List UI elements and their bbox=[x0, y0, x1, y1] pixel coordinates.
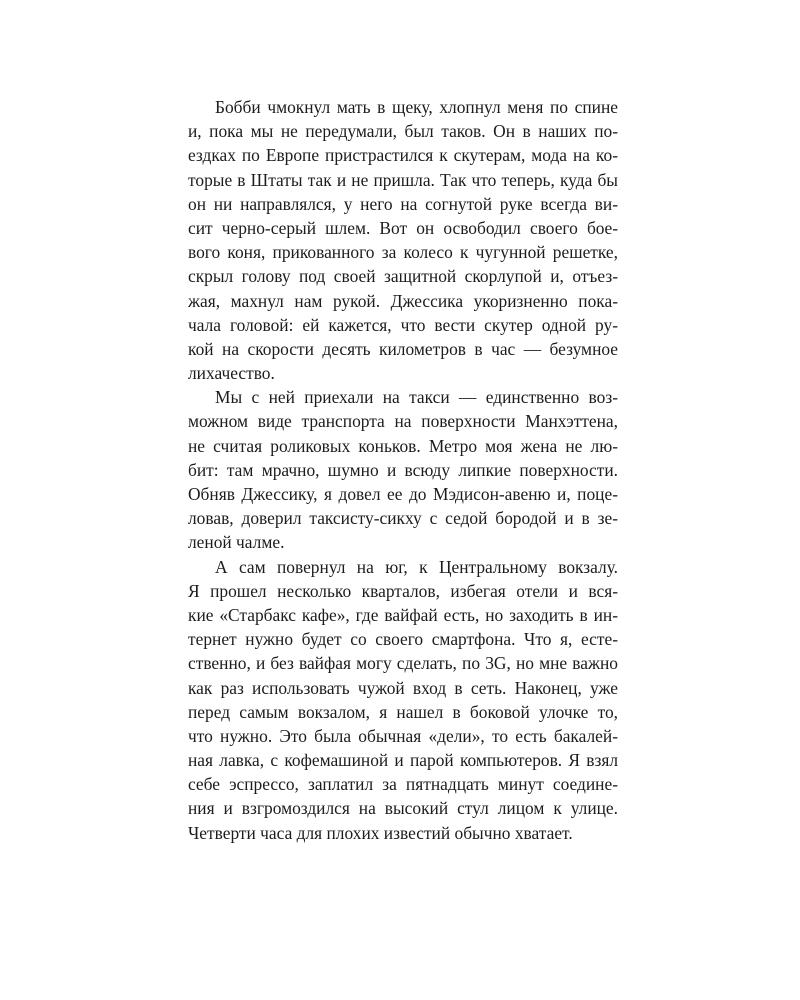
text-line: леной чалме. bbox=[188, 532, 285, 553]
text-line: А сам повернул на юг, к Центральному вокзалу. bbox=[215, 556, 618, 577]
text-line: торые в Штаты так и не пришла. Так что теперь, куда бы bbox=[188, 169, 618, 190]
text-line: перед самым вокзалом, я нашел в боковой улочке то, bbox=[188, 701, 618, 722]
text-line: кой на скорости десять километров в час — безумное bbox=[188, 338, 618, 359]
text-line: сит черно-серый шлем. Вот он освободил своего боe- bbox=[188, 217, 618, 238]
paragraph bbox=[188, 385, 618, 554]
text-line: себе эспрессо, заплатил за пятнадцать минут соедине- bbox=[188, 774, 618, 795]
text-line: Мы с ней приехали на такси — единственно воз- bbox=[215, 387, 618, 408]
text-line: вого коня, прикованного за колесо к чугунной решетке, bbox=[188, 242, 618, 263]
text-line: кие «Старбакс кафе», где вайфай есть, но заходить в ин- bbox=[188, 604, 618, 625]
text-line: можном виде транспорта на поверхности Манхэттена, bbox=[188, 411, 618, 432]
text-line: он ни направлялся, у него на согнутой руке всегда ви- bbox=[188, 193, 618, 214]
text-line: Бобби чмокнул мать в щеку, хлопнул меня по спине bbox=[215, 97, 618, 117]
text-line: как раз использовать чужой вход в сеть. Наконец, уже bbox=[188, 677, 618, 698]
page-text bbox=[188, 95, 618, 845]
text-line: и, пока мы не передумали, был таков. Он в наших по- bbox=[188, 121, 618, 142]
text-line: ния и взгромоздился на высокий стул лицом к улице. bbox=[188, 798, 618, 819]
text-line: ная лавка, с кофемашиной и парой компьютеров. Я взял bbox=[188, 750, 618, 771]
text-line: ловав, доверил таксисту-сикху с седой бородой и в зе- bbox=[188, 508, 618, 529]
text-line: не считая роликовых коньков. Метро моя жена не лю- bbox=[188, 435, 618, 456]
paragraph bbox=[188, 555, 618, 845]
text-line: бит: там мрачно, шумно и всюду липкие поверхности. bbox=[188, 459, 618, 480]
text-line: Обняв Джессику, я довел ее до Мэдисон-авеню и, поце- bbox=[188, 484, 618, 504]
text-line: ственно, и без вайфая могу сделать, по 3G, но мне важно bbox=[188, 653, 618, 674]
text-line: жая, махнул нам рукой. Джессика укоризненно пока- bbox=[188, 290, 618, 311]
text-line: Я прошел несколько кварталов, избегая отели и вся- bbox=[188, 580, 618, 601]
text-line: ездках по Европе пристрастился к скутерам, мода на ко- bbox=[188, 145, 618, 166]
text-line: чала головой: ей кажется, что вести скутер одной ру- bbox=[188, 314, 618, 335]
text-line: Четверти часа для плохих известий обычно хватает. bbox=[188, 822, 573, 843]
paragraph bbox=[188, 95, 618, 385]
text-line: лихачество. bbox=[188, 363, 275, 384]
text-line: тернет нужно будет со своего смартфона. Что я, есте- bbox=[188, 629, 618, 650]
text-line: скрыл голову под своей защитной скорлупой и, отъез- bbox=[188, 266, 618, 287]
text-line: что нужно. Это была обычная «дели», то есть бакалей- bbox=[188, 725, 618, 746]
